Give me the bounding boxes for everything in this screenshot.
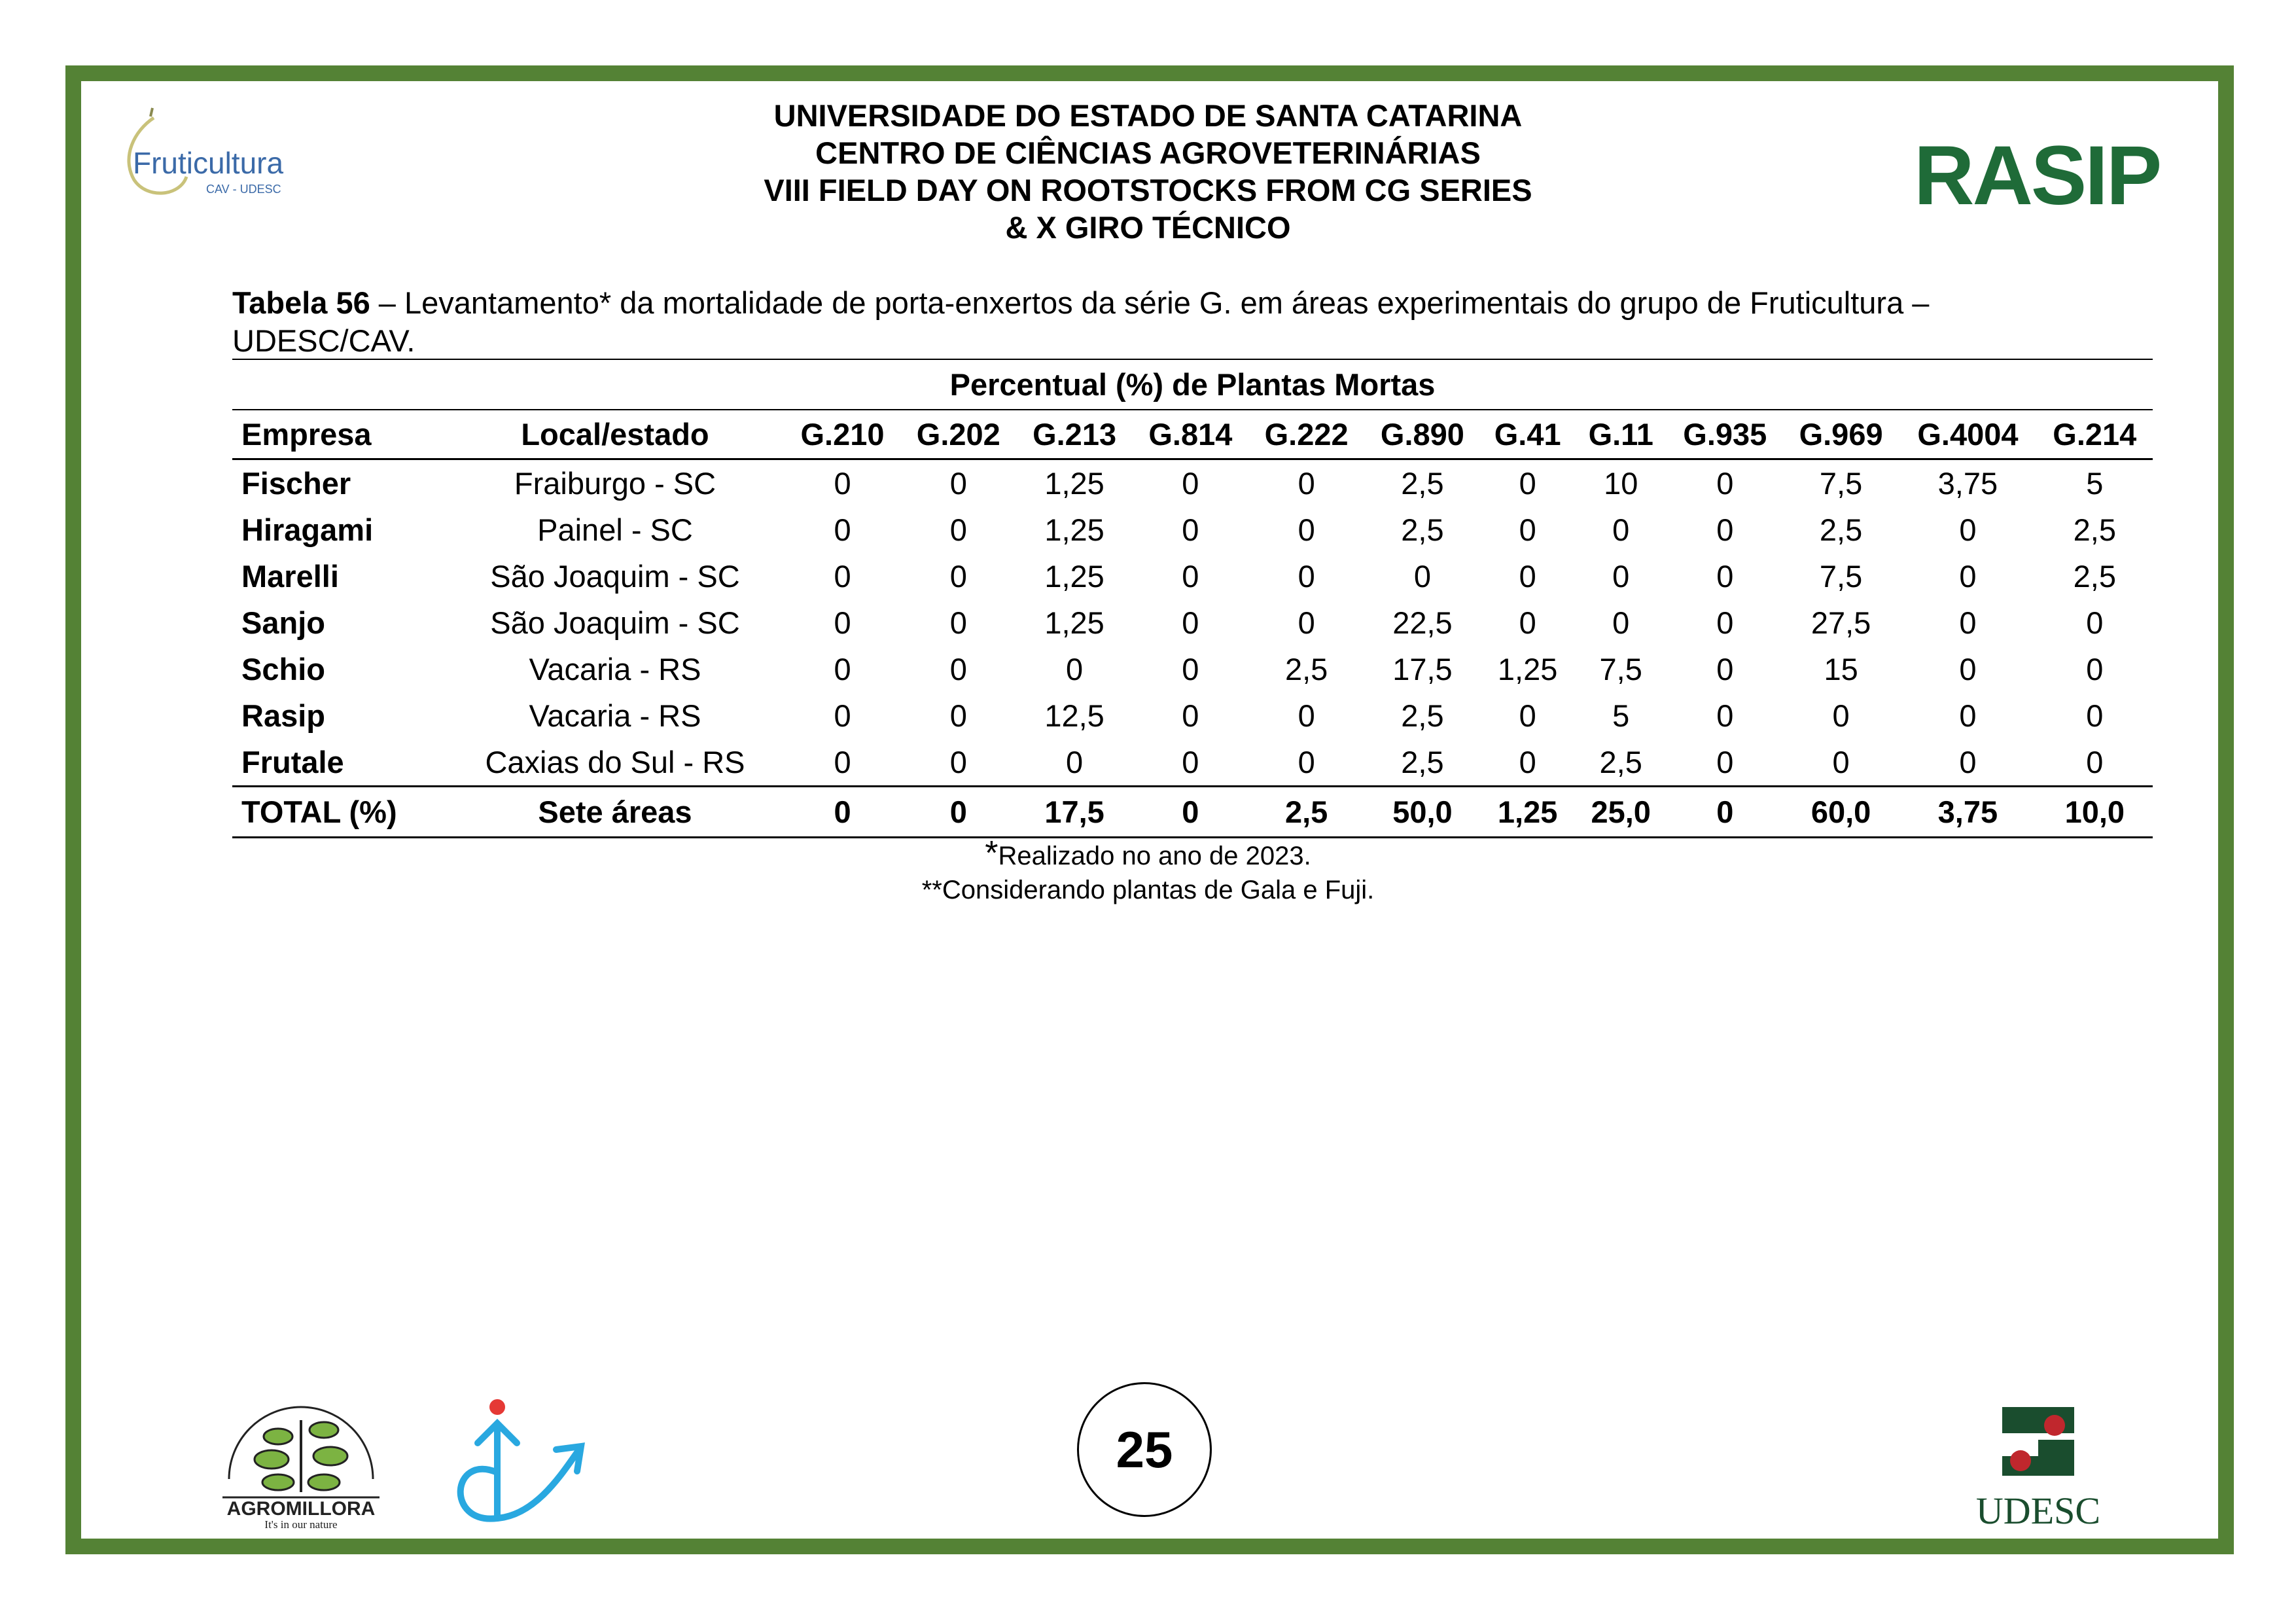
company-cell: Rasip	[241, 698, 325, 733]
company-cell: Schio	[241, 652, 325, 687]
value-cell: 1,25	[1044, 512, 1104, 547]
table-row	[232, 739, 2153, 787]
column-header: G.210	[785, 410, 900, 459]
footnote-star: *	[985, 834, 998, 872]
value-cell: 17,5	[1392, 652, 1453, 687]
company-cell: Hiragami	[241, 512, 374, 547]
value-cell: 0	[1716, 698, 1734, 733]
location-cell: Fraiburgo - SC	[514, 466, 716, 501]
value-cell: 2,5	[1401, 466, 1444, 501]
value-cell: 7,5	[1819, 466, 1863, 501]
column-header: G.4004	[1899, 410, 2036, 459]
value-cell: 0	[1832, 745, 1850, 779]
value-cell: 0	[1413, 559, 1431, 594]
value-cell: 0	[1519, 466, 1536, 501]
table-row	[232, 646, 2153, 692]
value-cell: 0	[1298, 605, 1315, 640]
total-value-cell: 3,75	[1899, 787, 2036, 838]
column-header: G.814	[1133, 410, 1248, 459]
value-cell: 1,25	[1044, 466, 1104, 501]
value-cell: 0	[834, 559, 851, 594]
column-header: G.41	[1481, 410, 1575, 459]
value-cell: 0	[2086, 745, 2104, 779]
value-cell: 0	[1612, 512, 1630, 547]
value-cell: 0	[1832, 698, 1850, 733]
total-value-cell: 10,0	[2037, 787, 2153, 838]
header-line-3: VIII FIELD DAY ON ROOTSTOCKS FROM CG SERIES	[764, 173, 1532, 207]
value-cell: 0	[1959, 605, 1977, 640]
leaf-icon	[255, 1450, 289, 1469]
total-value-cell: 25,0	[1575, 787, 1667, 838]
value-cell: 2,5	[1401, 698, 1444, 733]
value-cell: 0	[1959, 652, 1977, 687]
value-cell: 0	[1182, 652, 1199, 687]
value-cell: 22,5	[1392, 605, 1453, 640]
column-header: G.935	[1667, 410, 1783, 459]
leaf-icon	[264, 1429, 292, 1444]
value-cell: 0	[1519, 605, 1536, 640]
header-line-2: CENTRO DE CIÊNCIAS AGROVETERINÁRIAS	[815, 135, 1481, 170]
blue-symbol-logo	[451, 1394, 595, 1538]
column-header: G.890	[1364, 410, 1480, 459]
value-cell: 0	[1716, 745, 1734, 779]
location-cell: Vacaria - RS	[529, 698, 701, 733]
value-cell: 0	[1182, 698, 1199, 733]
value-cell: 27,5	[1810, 605, 1871, 640]
agromillora-tagline: It's in our nature	[264, 1518, 338, 1531]
value-cell: 0	[2086, 698, 2104, 733]
mortality-table	[232, 359, 2153, 838]
value-cell: 0	[1298, 559, 1315, 594]
value-cell: 0	[949, 559, 967, 594]
table-row	[232, 459, 2153, 507]
value-cell: 2,5	[1819, 512, 1863, 547]
table-body	[232, 459, 2153, 838]
value-cell: 0	[834, 745, 851, 779]
company-cell: Fischer	[241, 466, 351, 501]
leaf-icon	[308, 1474, 340, 1490]
total-value-cell: 0	[785, 787, 900, 838]
value-cell: 1,25	[1044, 559, 1104, 594]
value-cell: 0	[1519, 559, 1536, 594]
value-cell: 0	[1066, 652, 1084, 687]
caption-label: Tabela 56	[232, 285, 370, 320]
group-header: Percentual (%) de Plantas Mortas	[232, 359, 2153, 410]
column-header: Empresa	[232, 410, 446, 459]
value-cell: 0	[1298, 512, 1315, 547]
header-line-1: UNIVERSIDADE DO ESTADO DE SANTA CATARINA	[773, 98, 1523, 133]
total-value-cell: 1,25	[1481, 787, 1575, 838]
value-cell: 0	[1959, 745, 1977, 779]
fruticultura-text: Fruticultura	[133, 146, 284, 180]
value-cell: 0	[949, 605, 967, 640]
value-cell: 2,5	[2073, 512, 2116, 547]
leaf-icon	[309, 1422, 338, 1438]
total-value-cell: 17,5	[1016, 787, 1132, 838]
location-cell: Vacaria - RS	[529, 652, 701, 687]
location-cell: São Joaquim - SC	[490, 559, 740, 594]
udesc-text: UDESC	[1975, 1489, 2101, 1531]
udesc-red-dot-icon	[2044, 1415, 2065, 1436]
total-value-cell: 0	[1667, 787, 1783, 838]
value-cell: 0	[2086, 605, 2104, 640]
column-header: G.213	[1016, 410, 1132, 459]
company-cell: Marelli	[241, 559, 339, 594]
value-cell: 7,5	[1819, 559, 1863, 594]
value-cell: 12,5	[1044, 698, 1104, 733]
leaf-icon	[262, 1474, 294, 1490]
value-cell: 0	[1716, 466, 1734, 501]
value-cell: 0	[1959, 559, 1977, 594]
value-cell: 0	[949, 466, 967, 501]
total-label: TOTAL (%)	[232, 787, 446, 838]
table-row	[232, 692, 2153, 739]
header-line-4: & X GIRO TÉCNICO	[1005, 210, 1291, 245]
column-header: G.11	[1575, 410, 1667, 459]
value-cell: 0	[1716, 652, 1734, 687]
value-cell: 7,5	[1599, 652, 1642, 687]
value-cell: 0	[1182, 512, 1199, 547]
value-cell: 2,5	[2073, 559, 2116, 594]
value-cell: 2,5	[1284, 652, 1328, 687]
value-cell: 0	[1182, 466, 1199, 501]
location-cell: São Joaquim - SC	[490, 605, 740, 640]
column-header: G.969	[1783, 410, 1899, 459]
value-cell: 0	[1519, 745, 1536, 779]
agromillora-text: AGROMILLORA	[226, 1498, 376, 1520]
total-value-cell: 0	[1133, 787, 1248, 838]
value-cell: 0	[834, 652, 851, 687]
value-cell: 5	[1612, 698, 1630, 733]
value-cell: 0	[1716, 512, 1734, 547]
value-cell: 0	[834, 466, 851, 501]
company-cell: Frutale	[241, 745, 344, 779]
table-row	[232, 507, 2153, 553]
value-cell: 0	[834, 512, 851, 547]
total-value-cell: 0	[900, 787, 1016, 838]
total-value-cell: 50,0	[1364, 787, 1480, 838]
value-cell: 0	[834, 605, 851, 640]
value-cell: 0	[1959, 512, 1977, 547]
value-cell: 0	[1298, 698, 1315, 733]
table-row	[232, 599, 2153, 646]
location-cell: Painel - SC	[537, 512, 693, 547]
value-cell: 2,5	[1401, 512, 1444, 547]
value-cell: 2,5	[1401, 745, 1444, 779]
value-cell: 0	[1612, 559, 1630, 594]
value-cell: 0	[1519, 512, 1536, 547]
value-cell: 0	[949, 512, 967, 547]
caption-text: – Levantamento* da mortalidade de porta-enxertos da série G. em áreas experimentais do grupo de Fruticultura – UDESC/CAV.	[232, 285, 1930, 358]
value-cell: 1,25	[1497, 652, 1558, 687]
agromillora-logo	[209, 1394, 393, 1531]
total-row	[232, 787, 2153, 838]
udesc-logo	[1963, 1407, 2113, 1531]
value-cell: 0	[2086, 652, 2104, 687]
value-cell: 0	[949, 698, 967, 733]
column-header-row	[232, 410, 2153, 459]
column-header: Local/estado	[446, 410, 785, 459]
value-cell: 0	[1298, 745, 1315, 779]
footnote-1-text: Realizado no ano de 2023.	[998, 842, 1311, 870]
leaf-icon	[313, 1447, 347, 1465]
column-header: G.222	[1248, 410, 1364, 459]
value-cell: 3,75	[1937, 466, 1998, 501]
total-value-cell: 60,0	[1783, 787, 1899, 838]
value-cell: 0	[1182, 745, 1199, 779]
table-row	[232, 553, 2153, 599]
value-cell: 0	[1716, 605, 1734, 640]
value-cell: 1,25	[1044, 605, 1104, 640]
value-cell: 0	[834, 698, 851, 733]
page-number: 25	[1077, 1382, 1212, 1517]
value-cell: 0	[1612, 605, 1630, 640]
red-dot-icon	[489, 1399, 505, 1415]
value-cell: 0	[1182, 605, 1199, 640]
value-cell: 0	[1716, 559, 1734, 594]
location-cell: Caxias do Sul - RS	[485, 745, 745, 779]
company-cell: Sanjo	[241, 605, 325, 640]
table-caption	[232, 284, 2077, 360]
value-cell: 0	[1959, 698, 1977, 733]
total-value-cell: 2,5	[1248, 787, 1364, 838]
footnote-2: **Considerando plantas de Gala e Fuji.	[921, 876, 1375, 904]
value-cell: 0	[949, 745, 967, 779]
value-cell: 2,5	[1599, 745, 1642, 779]
value-cell: 0	[1182, 559, 1199, 594]
value-cell: 15	[1824, 652, 1858, 687]
column-header: G.202	[900, 410, 1016, 459]
footnotes	[0, 836, 2296, 907]
value-cell: 0	[1066, 745, 1084, 779]
value-cell: 0	[949, 652, 967, 687]
footnote-1	[0, 836, 2296, 873]
value-cell: 0	[1519, 698, 1536, 733]
fruticultura-subtext: CAV - UDESC	[206, 183, 281, 196]
value-cell: 10	[1604, 466, 1638, 501]
value-cell: 0	[1298, 466, 1315, 501]
rasip-logo: RASIP	[1914, 129, 2161, 223]
column-header: G.214	[2037, 410, 2153, 459]
total-area-cell: Sete áreas	[446, 787, 785, 838]
value-cell: 5	[2086, 466, 2104, 501]
